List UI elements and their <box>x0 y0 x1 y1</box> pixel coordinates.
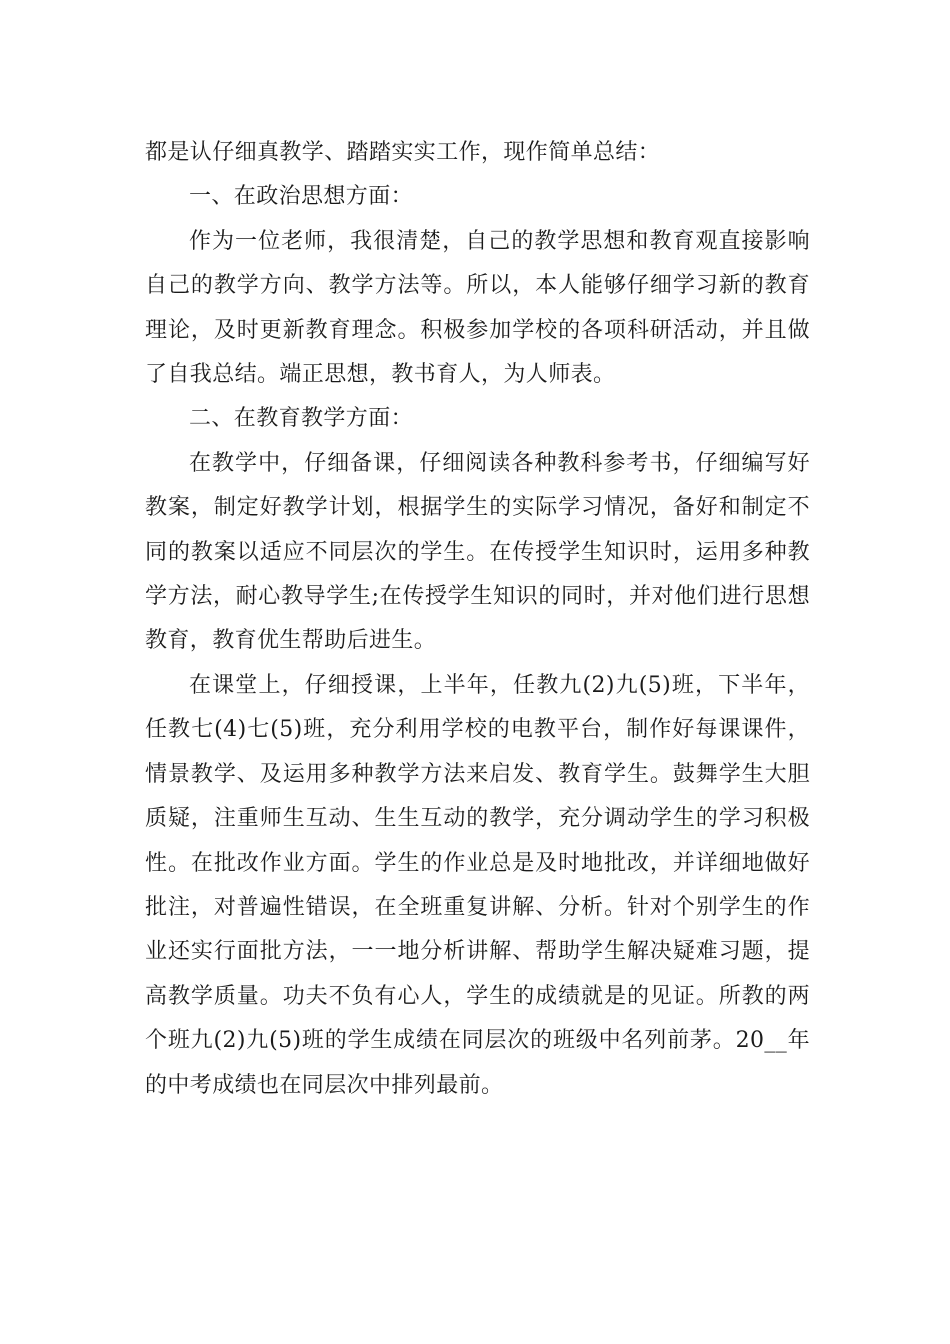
text-line: 教案，制定好教学计划，根据学生的实际学习情况，备好和制定不 <box>145 495 810 521</box>
text-line: 自己的教学方向、教学方法等。所以，本人能够仔细学习新的教育 <box>145 273 810 299</box>
text-line: 情景教学、及运用多种教学方法来启发、教育学生。鼓舞学生大胆 <box>145 761 810 787</box>
text-line: 高教学质量。功夫不负有心人，学生的成绩就是的见证。所教的两 <box>145 983 810 1009</box>
text-line: 同的教案以适应不同层次的学生。在传授学生知识时，运用多种教 <box>145 539 810 565</box>
text-line: 学方法，耐心教导学生;在传授学生知识的同时，并对他们进行思想 <box>145 584 810 610</box>
section-heading-politics <box>145 175 810 219</box>
text-line: 业还实行面批方法，一一地分析讲解、帮助学生解决疑难习题，提 <box>145 939 810 965</box>
text-line: 在课堂上，仔细授课，上半年，任教九(2)九(5)班，下半年， <box>189 672 810 698</box>
text-line: 批注，对普遍性错误，在全班重复讲解、分析。针对个别学生的作 <box>145 894 810 920</box>
teaching-paragraph <box>145 442 810 664</box>
document-body <box>145 131 810 1108</box>
text-line: 质疑，注重师生互动、生生互动的教学，充分调动学生的学习积极 <box>145 806 810 832</box>
heading-text: 二、在教育教学方面： <box>189 406 414 432</box>
text-line: 在教学中，仔细备课，仔细阅读各种教科参考书，仔细编写好 <box>189 450 810 476</box>
text-line: 了自我总结。端正思想，教书育人，为人师表。 <box>145 362 616 388</box>
text-line: 的中考成绩也在同层次中排列最前。 <box>145 1072 504 1098</box>
classroom-paragraph <box>145 664 810 1108</box>
intro-paragraph <box>145 131 810 175</box>
politics-paragraph <box>145 220 810 398</box>
text-line: 都是认仔细真教学、踏踏实实工作，现作简单总结： <box>145 140 661 165</box>
heading-text: 一、在政治思想方面： <box>189 184 414 210</box>
text-line: 个班九(2)九(5)班的学生成绩在同层次的班级中名列前茅。20__年 <box>145 1028 810 1054</box>
section-heading-teaching <box>145 397 810 441</box>
text-line: 教育，教育优生帮助后进生。 <box>145 628 437 654</box>
text-line: 任教七(4)七(5)班，充分利用学校的电教平台，制作好每课课件， <box>145 717 810 743</box>
text-line: 理论，及时更新教育理念。积极参加学校的各项科研活动，并且做 <box>145 317 810 343</box>
text-line: 性。在批改作业方面。学生的作业总是及时地批改，并详细地做好 <box>145 850 810 876</box>
text-line: 作为一位老师，我很清楚，自己的教学思想和教育观直接影响 <box>189 228 810 254</box>
